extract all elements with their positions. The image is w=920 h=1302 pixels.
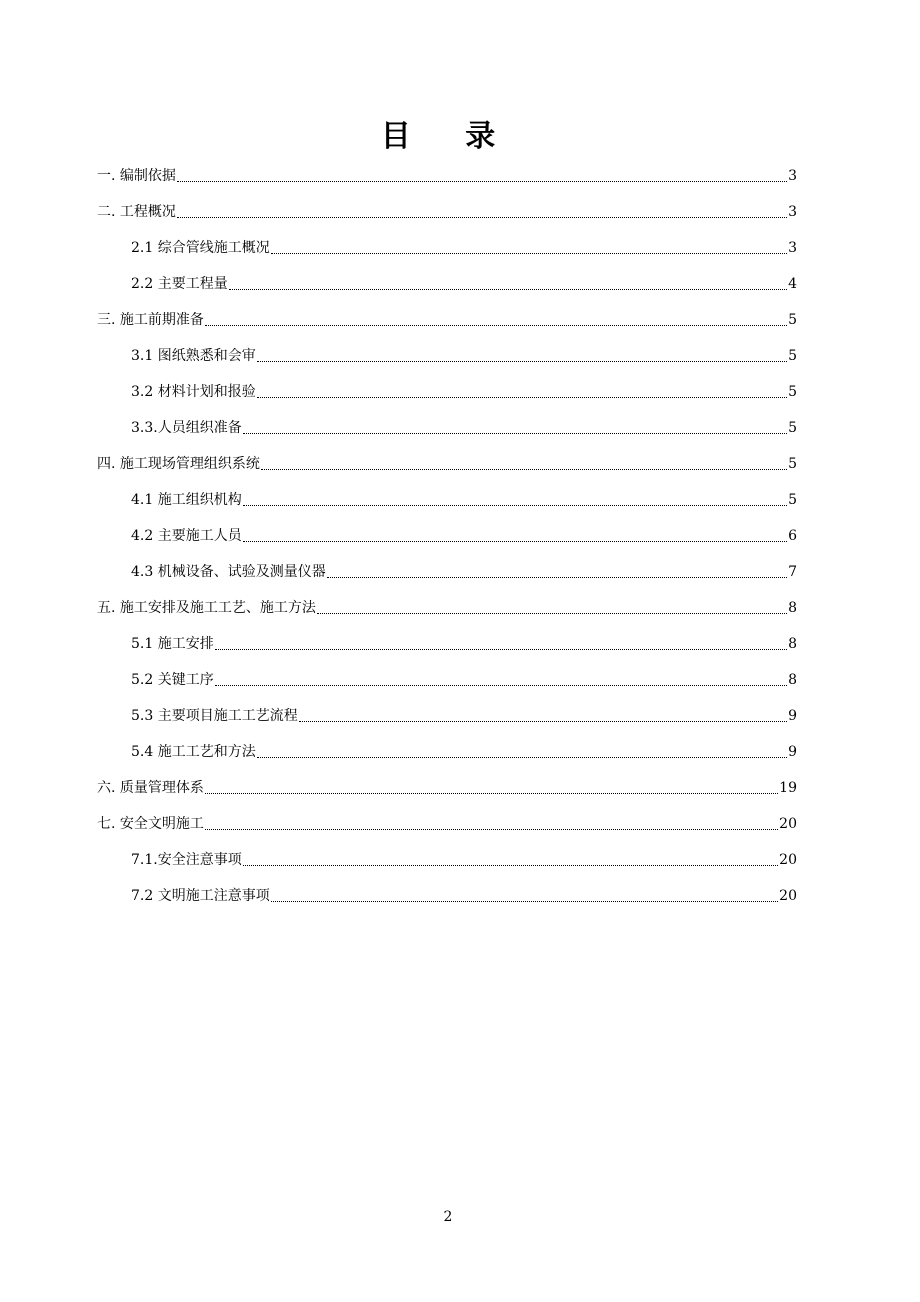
toc-dot-leader xyxy=(257,396,787,398)
toc-dot-leader xyxy=(215,684,787,686)
toc-entry-label: 五. 施工安排及施工工艺、施工方法 xyxy=(97,600,316,616)
toc-entry-label: 4.2 主要施工人员 xyxy=(131,528,242,544)
toc-entry-5-3[interactable] xyxy=(131,702,797,726)
toc-entry-page: 4 xyxy=(788,276,797,292)
toc-entry-label: 2.1 综合管线施工概况 xyxy=(131,240,270,256)
toc-entry-label: 5.1 施工安排 xyxy=(131,636,214,652)
toc-entry-label: 3.3.人员组织准备 xyxy=(131,420,242,436)
toc-entry-page: 5 xyxy=(788,348,797,364)
toc-dot-leader xyxy=(243,504,787,506)
toc-dot-leader xyxy=(205,324,787,326)
toc-entry-page: 7 xyxy=(788,564,797,580)
toc-entry-page: 5 xyxy=(788,456,797,472)
toc-entry-page: 3 xyxy=(788,204,797,220)
toc-entry-7-1[interactable] xyxy=(131,846,797,870)
toc-entry-label: 7.1.安全注意事项 xyxy=(131,852,242,868)
toc-entry-4-1[interactable] xyxy=(131,486,797,510)
toc-entry-label: 7.2 文明施工注意事项 xyxy=(131,888,270,904)
toc-entry-page: 20 xyxy=(779,816,797,832)
toc-entry-page: 3 xyxy=(788,168,797,184)
toc-dot-leader xyxy=(177,180,787,182)
toc-dot-leader xyxy=(215,648,787,650)
toc-entry-3-2[interactable] xyxy=(131,378,797,402)
toc-title: 目 录 xyxy=(380,119,518,154)
toc-entry-label: 四. 施工现场管理组织系统 xyxy=(97,456,260,472)
toc-entry-4-3[interactable] xyxy=(131,558,797,582)
toc-entry-label: 3.2 材料计划和报验 xyxy=(131,384,256,400)
toc-entry-3[interactable] xyxy=(97,306,797,330)
toc-entry-2-2[interactable] xyxy=(131,270,797,294)
toc-entry-page: 8 xyxy=(788,672,797,688)
toc-dot-leader xyxy=(243,864,778,866)
toc-entry-page: 5 xyxy=(788,492,797,508)
toc-entry-1[interactable] xyxy=(97,162,797,186)
toc-entry-label: 4.3 机械设备、试验及测量仪器 xyxy=(131,564,326,580)
toc-dot-leader xyxy=(177,216,787,218)
toc-dot-leader xyxy=(271,900,778,902)
toc-dot-leader xyxy=(271,252,787,254)
toc-entry-3-1[interactable] xyxy=(131,342,797,366)
toc-dot-leader xyxy=(327,576,787,578)
toc-entry-page: 8 xyxy=(788,636,797,652)
toc-dot-leader xyxy=(257,756,787,758)
toc-entry-3-3[interactable] xyxy=(131,414,797,438)
toc-entry-6[interactable] xyxy=(97,774,797,798)
toc-dot-leader xyxy=(257,360,787,362)
toc-entry-5-2[interactable] xyxy=(131,666,797,690)
toc-entry-4-2[interactable] xyxy=(131,522,797,546)
page-number: 2 xyxy=(443,1209,453,1225)
toc-dot-leader xyxy=(205,828,778,830)
toc-entry-label: 一. 编制依据 xyxy=(97,168,176,184)
toc-dot-leader xyxy=(261,468,787,470)
toc-entry-label: 5.4 施工工艺和方法 xyxy=(131,744,256,760)
toc-entry-5-4[interactable] xyxy=(131,738,797,762)
toc-entry-5[interactable] xyxy=(97,594,797,618)
toc-dot-leader xyxy=(299,720,787,722)
toc-entry-label: 3.1 图纸熟悉和会审 xyxy=(131,348,256,364)
toc-entry-label: 六. 质量管理体系 xyxy=(97,780,204,796)
toc-entry-page: 20 xyxy=(779,852,797,868)
toc-entry-page: 20 xyxy=(779,888,797,904)
toc-entry-page: 8 xyxy=(788,600,797,616)
toc-entry-label: 三. 施工前期准备 xyxy=(97,312,204,328)
toc-entry-5-1[interactable] xyxy=(131,630,797,654)
toc-entry-page: 9 xyxy=(788,744,797,760)
toc-entry-page: 5 xyxy=(788,312,797,328)
toc-dot-leader xyxy=(205,792,778,794)
toc-entry-label: 4.1 施工组织机构 xyxy=(131,492,242,508)
toc-entry-page: 6 xyxy=(788,528,797,544)
toc-dot-leader xyxy=(317,612,787,614)
toc-entry-2[interactable] xyxy=(97,198,797,222)
toc-entry-page: 9 xyxy=(788,708,797,724)
toc-entry-label: 七. 安全文明施工 xyxy=(97,816,204,832)
toc-entry-7-2[interactable] xyxy=(131,882,797,906)
toc-dot-leader xyxy=(243,432,787,434)
toc-entry-page: 19 xyxy=(779,780,797,796)
toc-dot-leader xyxy=(229,288,787,290)
toc-entry-2-1[interactable] xyxy=(131,234,797,258)
toc-entry-label: 5.2 关键工序 xyxy=(131,672,214,688)
toc-entry-page: 3 xyxy=(788,240,797,256)
toc-entry-label: 2.2 主要工程量 xyxy=(131,276,228,292)
toc-entry-page: 5 xyxy=(788,384,797,400)
toc-entry-label: 5.3 主要项目施工工艺流程 xyxy=(131,708,298,724)
toc-entry-label: 二. 工程概况 xyxy=(97,204,176,220)
toc-entry-4[interactable] xyxy=(97,450,797,474)
toc-entry-page: 5 xyxy=(788,420,797,436)
toc-entry-7[interactable] xyxy=(97,810,797,834)
toc-dot-leader xyxy=(243,540,787,542)
